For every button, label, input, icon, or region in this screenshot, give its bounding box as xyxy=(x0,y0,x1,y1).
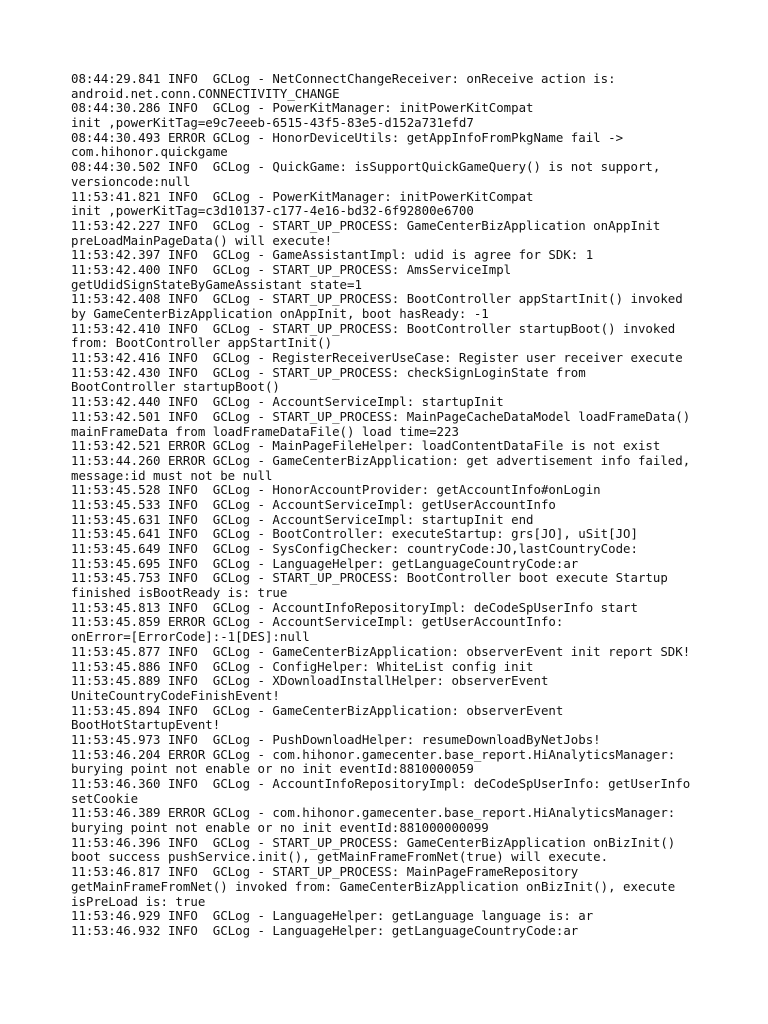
log-line: init ,powerKitTag=c3d10137-c177-4e16-bd32-6f92800e6700 xyxy=(71,203,474,219)
log-line: 11:53:45.695 INFO GCLog - LanguageHelper: getLanguageCountryCode:ar xyxy=(71,555,579,571)
log-line: 11:53:41.821 INFO GCLog - PowerKitManager: initPowerKitCompat xyxy=(71,188,534,204)
log-line: 11:53:45.641 INFO GCLog - BootController: executeStartup: grs[JO], uSit[JO] xyxy=(71,526,638,542)
log-line: 08:44:30.493 ERROR GCLog - HonorDeviceUtils: getAppInfoFromPkgName fail -> xyxy=(71,129,624,145)
log-line: 11:53:45.894 INFO GCLog - GameCenterBizApplication: observerEvent xyxy=(71,702,564,718)
log-line: 11:53:42.397 INFO GCLog - GameAssistantImpl: udid is agree for SDK: 1 xyxy=(71,247,594,263)
log-line: 11:53:42.430 INFO GCLog - START_UP_PROCESS: checkSignLoginState from xyxy=(71,364,586,380)
log-line: 11:53:42.416 INFO GCLog - RegisterReceiverUseCase: Register user receiver execute xyxy=(71,350,683,366)
log-line: burying point not enable or no init eventId:8810000059 xyxy=(71,761,474,777)
log-line: 08:44:30.502 INFO GCLog - QuickGame: isSupportQuickGameQuery() is not support, xyxy=(71,159,661,175)
log-line: 11:53:45.877 INFO GCLog - GameCenterBizApplication: observerEvent init report SDK! xyxy=(71,643,691,659)
log-line: com.hihonor.quickgame xyxy=(71,144,228,160)
log-line: preLoadMainPageData() will execute! xyxy=(71,232,333,248)
log-line: 11:53:45.649 INFO GCLog - SysConfigChecker: countryCode:JO,lastCountryCode: xyxy=(71,541,638,556)
log-line: getMainFrameFromNet() invoked from: GameCenterBizApplication onBizInit(), execute xyxy=(71,878,676,894)
log-line: versioncode:null xyxy=(71,173,191,189)
log-line: 11:53:45.533 INFO GCLog - AccountServiceImpl: getUserAccountInfo xyxy=(71,496,556,512)
log-line: isPreLoad is: true xyxy=(71,893,206,909)
log-line: 11:53:42.521 ERROR GCLog - MainPageFileHelper: loadContentDataFile is not exist xyxy=(71,438,661,454)
log-line: from: BootController appStartInit() xyxy=(71,335,333,351)
log-line: onError=[ErrorCode]:-1[DES]:null xyxy=(71,629,310,645)
log-line: 11:53:45.889 INFO GCLog - XDownloadInstallHelper: observerEvent xyxy=(71,673,549,689)
log-line: getUdidSignStateByGameAssistant state=1 xyxy=(71,276,362,292)
log-line: BootHotStartupEvent! xyxy=(71,717,221,733)
log-line: 11:53:42.410 INFO GCLog - START_UP_PROCESS: BootController startupBoot() invoked xyxy=(71,320,676,336)
log-line: 11:53:44.260 ERROR GCLog - GameCenterBizApplication: get advertisement info failed, xyxy=(71,452,691,468)
log-line: 11:53:46.932 INFO GCLog - LanguageHelper: getLanguageCountryCode:ar xyxy=(71,922,579,938)
log-line: 11:53:46.817 INFO GCLog - START_UP_PROCESS: MainPageFrameRepository xyxy=(71,864,579,880)
log-line: setCookie xyxy=(71,790,139,806)
log-line: 11:53:42.440 INFO GCLog - AccountServiceImpl: startupInit xyxy=(71,394,504,410)
log-line: android.net.conn.CONNECTIVITY_CHANGE xyxy=(71,85,340,101)
log-line: 11:53:45.631 INFO GCLog - AccountServiceImpl: startupInit end xyxy=(71,511,534,527)
log-line: mainFrameData from loadFrameDataFile() load time=223 xyxy=(71,423,459,439)
log-line: message:id must not be null xyxy=(71,467,273,483)
log-line: by GameCenterBizApplication onAppInit, boot hasReady: -1 xyxy=(71,306,489,321)
log-line: 11:53:46.396 INFO GCLog - START_UP_PROCESS: GameCenterBizApplication onBizInit() xyxy=(71,834,676,850)
log-document xyxy=(71,72,711,939)
log-line: 11:53:45.886 INFO GCLog - ConfigHelper: WhiteList config init xyxy=(71,658,534,674)
log-line: 11:53:42.408 INFO GCLog - START_UP_PROCESS: BootController appStartInit() invoked xyxy=(71,291,683,307)
log-line: 11:53:46.929 INFO GCLog - LanguageHelper: getLanguage language is: ar xyxy=(71,908,594,924)
log-line: 11:53:46.360 INFO GCLog - AccountInfoRepositoryImpl: deCodeSpUserInfo: getUserInfo xyxy=(71,776,691,791)
log-line: 11:53:45.528 INFO GCLog - HonorAccountProvider: getAccountInfo#onLogin xyxy=(71,482,601,498)
log-line: finished isBootReady is: true xyxy=(71,585,288,601)
log-line: 11:53:46.204 ERROR GCLog - com.hihonor.gamecenter.base_report.HiAnalyticsManager: xyxy=(71,746,676,762)
log-line: 08:44:29.841 INFO GCLog - NetConnectChangeReceiver: onReceive action is: xyxy=(71,71,616,86)
log-line: 08:44:30.286 INFO GCLog - PowerKitManager: initPowerKitCompat xyxy=(71,100,534,116)
log-line: 11:53:45.973 INFO GCLog - PushDownloadHelper: resumeDownloadByNetJobs! xyxy=(71,731,601,747)
log-line: 11:53:45.813 INFO GCLog - AccountInfoRepositoryImpl: deCodeSpUserInfo start xyxy=(71,599,638,615)
log-line: 11:53:45.753 INFO GCLog - START_UP_PROCESS: BootController boot execute Startup xyxy=(71,570,668,586)
log-line: init ,powerKitTag=e9c7eeeb-6515-43f5-83e5-d152a731efd7 xyxy=(71,115,474,131)
log-line: boot success pushService.init(), getMainFrameFromNet(true) will execute. xyxy=(71,849,609,865)
log-line: 11:53:42.227 INFO GCLog - START_UP_PROCESS: GameCenterBizApplication onAppInit xyxy=(71,217,661,233)
log-line: 11:53:46.389 ERROR GCLog - com.hihonor.gamecenter.base_report.HiAnalyticsManager: xyxy=(71,805,676,821)
log-line: 11:53:45.859 ERROR GCLog - AccountServiceImpl: getUserAccountInfo: xyxy=(71,614,564,630)
log-line: UniteCountryCodeFinishEvent! xyxy=(71,687,280,703)
log-line: 11:53:42.400 INFO GCLog - START_UP_PROCESS: AmsServiceImpl xyxy=(71,261,512,277)
log-line: burying point not enable or no init eventId:881000000099 xyxy=(71,820,489,836)
log-line: BootController startupBoot() xyxy=(71,379,280,395)
log-line: 11:53:42.501 INFO GCLog - START_UP_PROCESS: MainPageCacheDataModel loadFrameData() xyxy=(71,408,691,424)
